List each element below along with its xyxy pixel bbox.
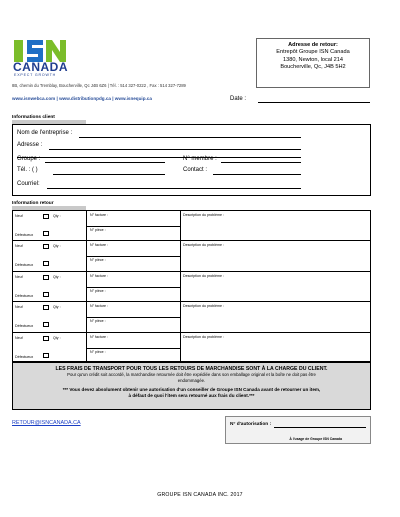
contact-field[interactable] bbox=[213, 174, 301, 175]
defective-label: Défectueux bbox=[15, 263, 34, 268]
ref-divider bbox=[87, 287, 180, 288]
defective-label: Défectueux bbox=[15, 233, 34, 237]
group-label: Groupe : bbox=[17, 156, 41, 162]
qty-label: Qty : bbox=[53, 274, 61, 279]
company-name-field[interactable] bbox=[79, 137, 301, 138]
problem-description-label: Description du problème : bbox=[183, 243, 224, 248]
return-address-line: 1380, Newton, local 214 bbox=[282, 56, 344, 63]
notice-headline: LES FRAIS DE TRANSPORT POUR TOUS LES RETOURS DE MARCHANDISE SONT À LA CHARGE DU CLIENT. bbox=[55, 366, 328, 372]
email-field[interactable] bbox=[47, 188, 301, 189]
invoice-label: N° facture : bbox=[90, 213, 109, 217]
new-checkbox[interactable] bbox=[43, 305, 49, 310]
new-checkbox[interactable] bbox=[43, 336, 49, 341]
client-info-box bbox=[12, 124, 371, 196]
invoice-label: N° facture : bbox=[90, 334, 109, 339]
ref-cell bbox=[87, 211, 181, 240]
ref-cell bbox=[87, 241, 181, 270]
return-address-line: Boucherville, Qc, J4B 5H2 bbox=[280, 64, 346, 71]
logo-tagline: EXPECT GROWTH bbox=[14, 73, 57, 77]
return-address-box bbox=[256, 38, 370, 88]
new-label: Neuf bbox=[15, 214, 23, 218]
condition-cell bbox=[13, 241, 87, 270]
ref-divider bbox=[87, 317, 180, 318]
authorization-note: À l'usage de Groupe ISN Canada bbox=[289, 437, 342, 441]
new-label: Neuf bbox=[15, 274, 23, 279]
notice-text: Pour qu'un crédit soit accordé, la marchandise retournée doit être expédiée dans son emballage original et la boîte ne doit pas être bbox=[67, 372, 316, 377]
isn-canada-logo bbox=[12, 38, 76, 78]
problem-description-label: Description du problème : bbox=[183, 273, 224, 278]
ref-divider bbox=[87, 256, 180, 257]
address-label: Adresse : bbox=[17, 142, 43, 148]
logo-name: CANADA bbox=[13, 60, 68, 74]
qty-label: Qty : bbox=[53, 305, 61, 310]
phone-label: Tél. : ( ) bbox=[17, 167, 38, 173]
address-field[interactable] bbox=[49, 149, 301, 150]
company-address: 8B, chemin du Tremblay, Boucherville, Qc J4B 6Z6 | Tél. : 514 327-0222 , Fax : 514 327-7289 bbox=[12, 83, 186, 88]
authorization-number-field[interactable] bbox=[274, 427, 366, 428]
notice-text-continued: endommagée. bbox=[177, 377, 206, 383]
group-field[interactable] bbox=[45, 162, 165, 163]
invoice-label: N° facture : bbox=[90, 273, 109, 278]
ref-cell bbox=[87, 302, 181, 331]
part-label: N° pièce : bbox=[90, 258, 106, 263]
invoice-label: N° facture : bbox=[90, 243, 109, 248]
date-label: Date : bbox=[230, 96, 247, 102]
authorization-label: N° d'autorisation : bbox=[230, 422, 272, 427]
defective-label: Défectueux bbox=[15, 293, 34, 298]
part-label: N° pièce : bbox=[90, 349, 106, 354]
condition-cell bbox=[13, 302, 87, 331]
defective-checkbox[interactable] bbox=[43, 353, 49, 358]
notice-warning: *** Vous devez absolument obtenir une autorisation d'un conseiller de Groupe ISN Canada avant de retourner un item, bbox=[62, 387, 321, 393]
defective-checkbox[interactable] bbox=[43, 231, 49, 236]
return-item-row bbox=[13, 302, 370, 332]
company-name-label: Nom de l'entreprise : bbox=[17, 130, 73, 136]
return-item-row bbox=[13, 211, 370, 241]
new-checkbox[interactable] bbox=[43, 244, 49, 249]
return-email-link[interactable]: RETOUR@ISNCANADA.CA bbox=[12, 420, 81, 426]
qty-label: Qty : bbox=[53, 214, 61, 218]
new-label: Neuf bbox=[15, 305, 23, 310]
member-number-label: N° membre : bbox=[183, 156, 217, 162]
contact-label: Contact : bbox=[183, 167, 208, 173]
email-label: Courriel: bbox=[17, 181, 40, 187]
problem-description-label: Description du problème : bbox=[183, 304, 224, 309]
new-checkbox[interactable] bbox=[43, 275, 49, 280]
part-label: N° pièce : bbox=[90, 228, 106, 232]
defective-label: Défectueux bbox=[15, 354, 34, 359]
invoice-label: N° facture : bbox=[90, 304, 109, 309]
client-section-label: Informations client bbox=[12, 115, 55, 120]
condition-cell bbox=[13, 272, 87, 301]
ref-cell bbox=[87, 272, 181, 301]
return-item-row bbox=[13, 333, 370, 363]
notice-warning-continued: à défaut de quoi l'item sera retourné aux frais du client.*** bbox=[128, 393, 255, 399]
phone-field[interactable] bbox=[53, 174, 165, 175]
part-label: N° pièce : bbox=[90, 288, 106, 293]
member-number-field[interactable] bbox=[221, 162, 301, 163]
return-item-row bbox=[13, 272, 370, 302]
condition-cell bbox=[13, 211, 87, 240]
defective-checkbox[interactable] bbox=[43, 292, 49, 297]
return-address-title: Adresse de retour: bbox=[288, 42, 338, 48]
return-item-row bbox=[13, 241, 370, 271]
qty-label: Qty : bbox=[53, 335, 61, 340]
footer-text: GROUPE ISN CANADA INC. 2017 bbox=[157, 492, 243, 498]
condition-cell bbox=[13, 333, 87, 363]
defective-checkbox[interactable] bbox=[43, 261, 49, 266]
part-label: N° pièce : bbox=[90, 319, 106, 324]
new-checkbox[interactable] bbox=[43, 214, 49, 219]
problem-description-label: Description du problème : bbox=[183, 213, 224, 217]
return-items-grid bbox=[12, 210, 371, 362]
new-label: Neuf bbox=[15, 335, 23, 340]
website-links[interactable]: www.isnwebca.com | www.distributionpdg.ca | www.isnequip.ca bbox=[12, 96, 152, 101]
ref-divider bbox=[87, 226, 180, 227]
return-section-label: Information retour bbox=[12, 201, 54, 206]
defective-checkbox[interactable] bbox=[43, 322, 49, 327]
new-label: Neuf bbox=[15, 244, 23, 249]
defective-label: Défectueux bbox=[15, 324, 34, 329]
address-field-line2[interactable] bbox=[17, 157, 301, 158]
authorization-box bbox=[225, 416, 371, 444]
ref-divider bbox=[87, 348, 180, 349]
ref-cell bbox=[87, 333, 181, 363]
problem-description-label: Description du problème : bbox=[183, 334, 224, 339]
shipping-notice bbox=[12, 362, 371, 410]
qty-label: Qty : bbox=[53, 244, 61, 249]
date-field[interactable] bbox=[258, 102, 370, 103]
return-address-line: Entrepôt Groupe ISN Canada bbox=[276, 49, 350, 56]
